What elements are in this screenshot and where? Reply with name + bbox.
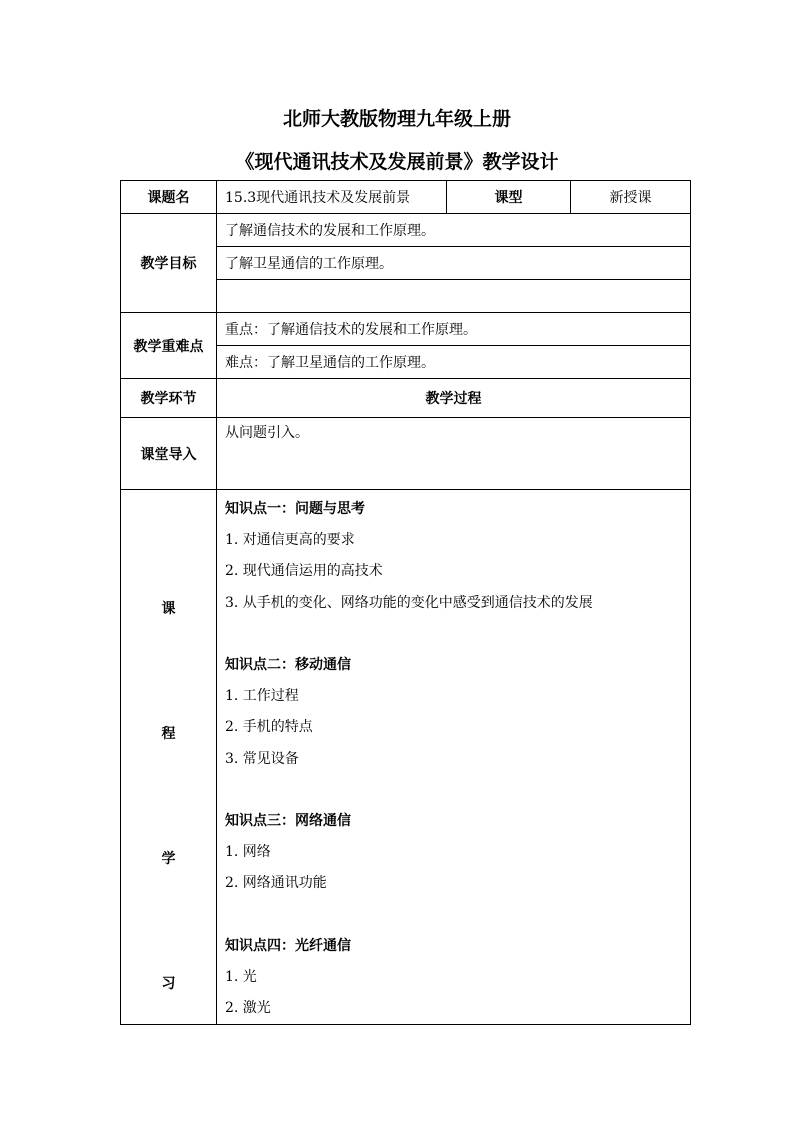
knowledge-point-heading: 知识点三：网络通信 [225,812,351,829]
study-item: 1. 光 [225,968,257,985]
objective-item [217,280,691,313]
objective-item: 了解卫星通信的工作原理。 [217,247,691,280]
study-item: 2. 网络通讯功能 [225,875,327,892]
study-item: 1. 对通信更高的要求 [225,532,355,549]
study-label-char: 习 [161,976,176,992]
objective-item: 了解通信技术的发展和工作原理。 [217,214,691,247]
study-item: 2. 手机的特点 [225,719,313,736]
study-item: 1. 网络 [225,844,271,861]
topic-row [121,181,691,214]
blank-line [225,899,690,930]
lesson-type-value: 新授课 [571,181,691,214]
difficulty-point: 难点：了解卫星通信的工作原理。 [217,346,691,379]
knowledge-point-heading: 知识点一：问题与思考 [225,501,365,517]
study-row [121,490,691,1025]
study-label-char: 学 [161,851,176,867]
teaching-process-header: 教学过程 [217,379,691,418]
knowledge-point-heading: 知识点二：移动通信 [225,656,351,673]
intro-row [121,418,691,490]
topic-label: 课题名 [121,181,217,214]
study-label [121,490,217,1025]
key-points-row-1 [121,313,691,346]
lesson-plan-table [120,180,691,1025]
study-item: 2. 现代通信运用的高技术 [225,563,383,580]
key-points-label: 教学重难点 [121,313,217,379]
lesson-type-label: 课型 [447,181,571,214]
document-title: 北师大教版物理九年级上册 [282,108,511,130]
document-subtitle: 《现代通讯技术及发展前景》教学设计 [235,151,559,173]
study-item: 1. 工作过程 [225,688,299,705]
objectives-label: 教学目标 [121,214,217,313]
blank-line [225,775,690,806]
knowledge-point-heading: 知识点四：光纤通信 [225,937,351,954]
focus-point: 重点：了解通信技术的发展和工作原理。 [217,313,691,346]
topic-value: 15.3现代通讯技术及发展前景 [217,181,447,214]
intro-text: 从问题引入。 [217,418,691,490]
study-content [217,490,691,1025]
objective-row-1 [121,214,691,247]
section-header-row [121,379,691,418]
study-item: 3. 常见设备 [225,750,299,767]
study-label-char: 程 [161,726,176,742]
study-item: 2. 激光 [225,1000,271,1016]
study-label-char: 课 [161,601,176,617]
blank-line [225,619,690,650]
teaching-stage-header: 教学环节 [121,379,217,418]
study-item: 3. 从手机的变化、网络功能的变化中感受到通信技术的发展 [225,594,593,611]
intro-label: 课堂导入 [121,418,217,490]
